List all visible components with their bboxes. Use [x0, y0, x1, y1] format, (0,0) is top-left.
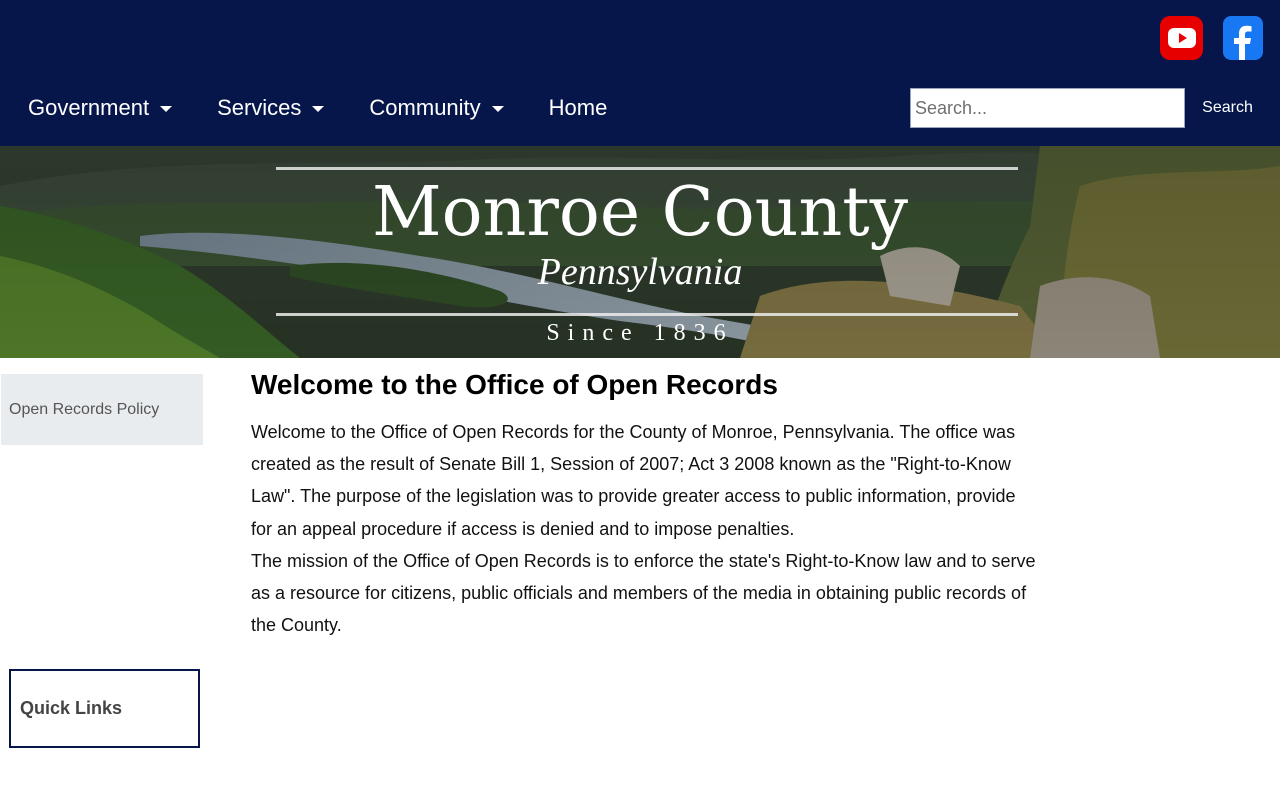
banner-logo: [0, 146, 1280, 358]
nav-services-label: Services: [217, 95, 302, 120]
main-content: [251, 366, 1041, 641]
search-button[interactable]: Search: [1190, 88, 1265, 128]
nav-services[interactable]: [217, 90, 324, 126]
quick-links-box: [9, 669, 200, 748]
page-title: Welcome to the Office of Open Records: [251, 369, 778, 400]
facebook-icon[interactable]: [1223, 16, 1263, 60]
sidebar-link-open-records-policy[interactable]: Open Records Policy: [1, 374, 203, 445]
intro-paragraph: Welcome to the Office of Open Records for the County of Monroe, Pennsylvania. The office was created as the result of Senate Bill 1, Session of 2007; Act 3 2008 known as the "Right-to-Know Law". The purpose of the legislation was to provide greater access to public information, provide for an appeal procedure if access is denied and to impose penalties.: [251, 422, 1016, 539]
hero-banner: [0, 146, 1280, 358]
banner-title: Monroe County: [372, 173, 908, 252]
nav-home-label: Home: [548, 95, 608, 120]
nav-government[interactable]: [28, 90, 172, 126]
social-links: [1160, 16, 1263, 60]
nav-community-label: Community: [369, 95, 481, 120]
banner-subtitle: Pennsylvania: [537, 251, 743, 293]
caret-down-icon: [160, 106, 172, 112]
search-input[interactable]: [910, 88, 1185, 128]
site-header: [0, 0, 1280, 146]
caret-down-icon: [492, 106, 504, 112]
banner-bottom-rule: [276, 313, 1018, 316]
caret-down-icon: [312, 106, 324, 112]
nav-community[interactable]: [369, 90, 503, 126]
quick-links-heading: Quick Links: [20, 698, 123, 718]
banner-since: Since 1836: [546, 320, 734, 346]
mission-paragraph: The mission of the Office of Open Records is to enforce the state's Right-to-Know law and to serve as a resource for citizens, public officials and members of the media in obtaining public records of the County.: [251, 550, 1036, 636]
youtube-icon[interactable]: [1160, 16, 1203, 60]
nav-government-label: Government: [28, 95, 150, 120]
nav-home[interactable]: [549, 90, 608, 126]
main-nav: [28, 90, 607, 126]
